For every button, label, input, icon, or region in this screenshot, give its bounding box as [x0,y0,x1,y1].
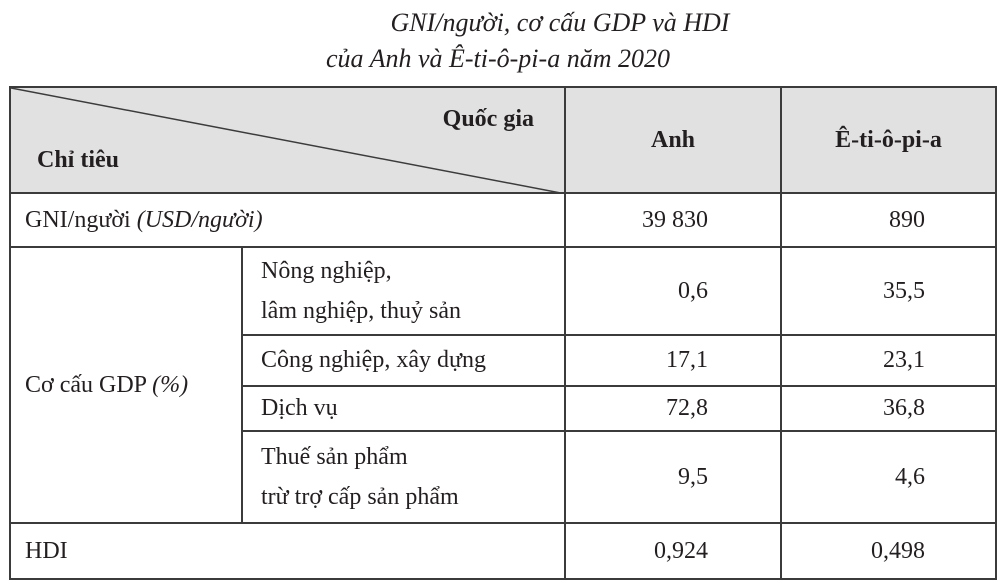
sector-ethiopia-value: 4,6 [781,431,996,523]
gni-ethiopia-value: 890 [781,193,996,247]
hdi-label: HDI [10,523,565,579]
sector-name-line-1: Nông nghiệp, [261,258,392,284]
sector-anh-value: 0,6 [565,247,781,335]
gdp-structure-label-cell [10,247,242,523]
sector-name-cell [242,431,565,523]
column-header-anh: Anh [565,87,781,193]
table-title-line-1: GNI/người, cơ cấu GDP và HDI [390,8,730,37]
sector-anh-value: 9,5 [565,431,781,523]
data-table [9,86,997,580]
sector-name-cell [242,247,565,335]
sector-ethiopia-value: 36,8 [781,386,996,431]
country-label: Quốc gia [442,106,534,132]
sector-name-cell: Công nghiệp, xây dựng [242,335,565,386]
header-row [10,87,996,193]
indicator-label: Chỉ tiêu [37,147,120,173]
gdp-unit: (%) [152,371,189,398]
sector-anh-value: 17,1 [565,335,781,386]
sector-ethiopia-value: 35,5 [781,247,996,335]
table-row-hdi [10,523,996,579]
sector-name-line-1: Thuế sản phẩm [261,444,408,470]
sector-name-cell: Dịch vụ [242,386,565,431]
hdi-ethiopia-value: 0,498 [781,523,996,579]
column-header-ethiopia: Ê-ti-ô-pi-a [781,87,996,193]
gdp-label: Cơ cấu GDP [25,371,153,398]
gni-label-cell [10,193,565,247]
sector-anh-value: 72,8 [565,386,781,431]
hdi-anh-value: 0,924 [565,523,781,579]
sector-ethiopia-value: 23,1 [781,335,996,386]
gni-label: GNI/người [25,206,137,233]
sector-name-line-2: lâm nghiệp, thuỷ sản [261,298,461,324]
table-row-gni [10,193,996,247]
table-title-line-2: của Anh và Ê-ti-ô-pi-a năm 2020 [326,44,670,73]
gni-unit: (USD/người) [136,206,263,233]
sector-name-line-2: trừ trợ cấp sản phẩm [261,484,459,510]
table-row-agriculture [10,247,996,335]
gni-anh-value: 39 830 [565,193,781,247]
diagonal-divider [11,88,566,194]
diagonal-header-cell [10,87,565,193]
